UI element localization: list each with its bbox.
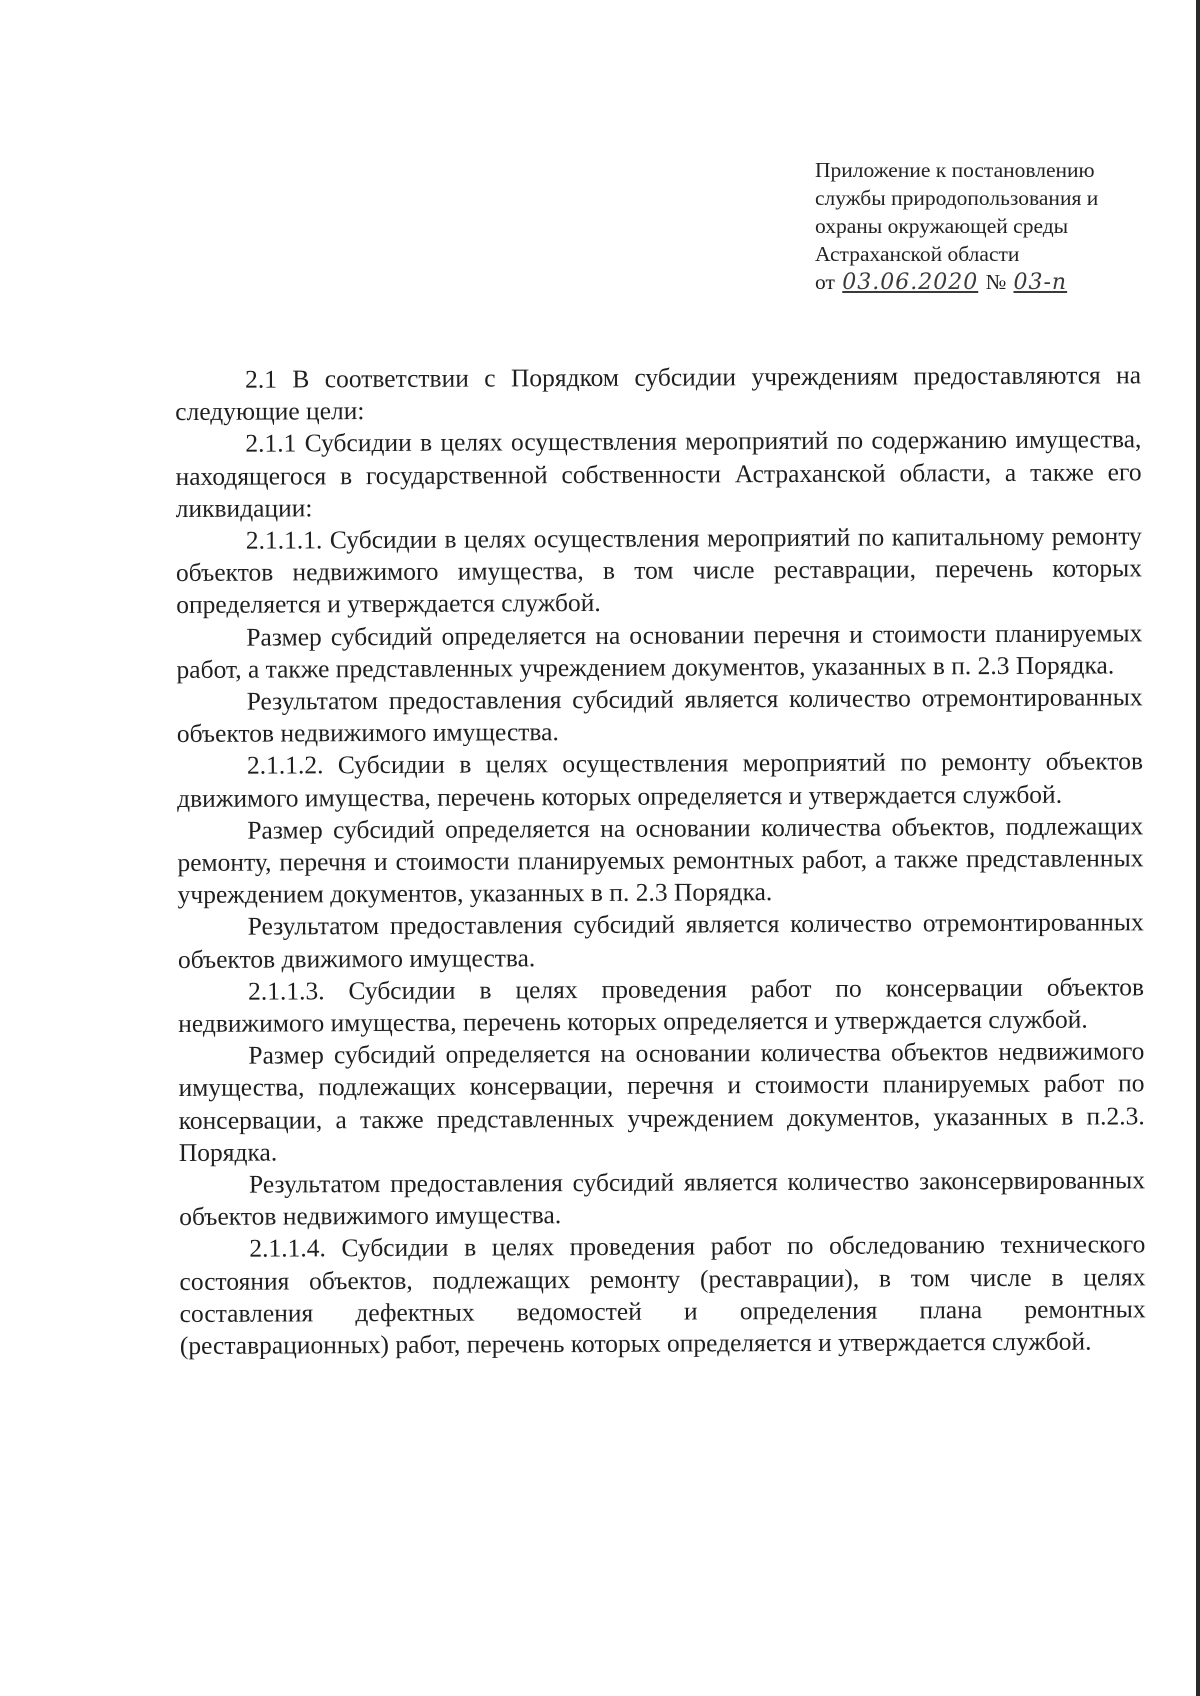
paragraph-2-1-1: 2.1.1 Субсидии в целях осуществления мероприятий по содержанию имущества, находящегося в государственной собственности Астраханской области, а также его ликвидации: [175,424,1142,523]
paragraph-2-1-1-1: 2.1.1.1. Субсидии в целях осуществления мероприятий по капитальному ремонту объектов недвижимого имущества, в том числе реставрации, перечень которых определяется и утверждается службой. [175,521,1143,620]
paragraph-result-2: Результатом предоставления субсидий является количество отремонтированных объектов движимого имущества. [177,907,1144,974]
appendix-line-3: охраны окружающей среды [815,214,1069,238]
appendix-header [815,156,1145,297]
paragraph-2-1-1-3: 2.1.1.3. Субсидии в целях проведения работ по консервации объектов недвижимого имущества, перечень которых определяется и утверждается службой. [178,972,1145,1039]
paragraph-2-1: 2.1 В соответствии с Порядком субсидии учреждениям предоставляются на следующие цели: [175,360,1142,427]
scan-edge-line [1196,0,1200,1696]
paragraph-subsidy-size-3: Размер субсидий определяется на основании количества объектов недвижимого имущества, подлежащих консервации, перечня и стоимости планируемых работ по консервации, а также представленных учреждением документов, указанных в п.2.3. Порядка. [178,1036,1145,1167]
handwritten-number: 03-п [1013,270,1068,295]
paragraph-result-1: Результатом предоставления субсидий является количество отремонтированных объектов недвижимого имущества. [176,682,1143,749]
appendix-line-2: службы природопользования и [815,186,1099,210]
handwritten-date: 03.06.2020 [842,270,979,295]
date-prefix: от [815,270,835,294]
paragraph-subsidy-size-1: Размер субсидий определяется на основании перечня и стоимости планируемых работ, а также представленных учреждением документов, указанных в п. 2.3 Порядка. [176,617,1143,684]
appendix-line-4: Астраханской области [815,242,1020,266]
paragraph-result-3: Результатом предоставления субсидий является количество законсервированных объектов недвижимого имущества. [179,1165,1146,1232]
paragraph-subsidy-size-2: Размер субсидий определяется на основании количества объектов, подлежащих ремонту, перечня и стоимости планируемых ремонтных работ, а также представленных учреждением документов, указанных в п. 2.3 Порядка. [177,811,1144,910]
number-sign: № [985,270,1007,294]
appendix-line-1: Приложение к постановлению [815,158,1095,182]
appendix-date-line [815,268,1145,297]
paragraph-2-1-1-2: 2.1.1.2. Субсидии в целях осуществления мероприятий по ремонту объектов движимого имущества, перечень которых определяется и утверждается службой. [177,746,1144,813]
paragraph-2-1-1-4: 2.1.1.4. Субсидии в целях проведения работ по обследованию технического состояния объектов, подлежащих ремонту (реставрации), в том числе в целях составления дефектных ведомостей и определения плана ремонтных (реставрационных) работ, перечень которых определяется и утверждается службой. [179,1229,1146,1361]
document-body [175,359,1146,1362]
